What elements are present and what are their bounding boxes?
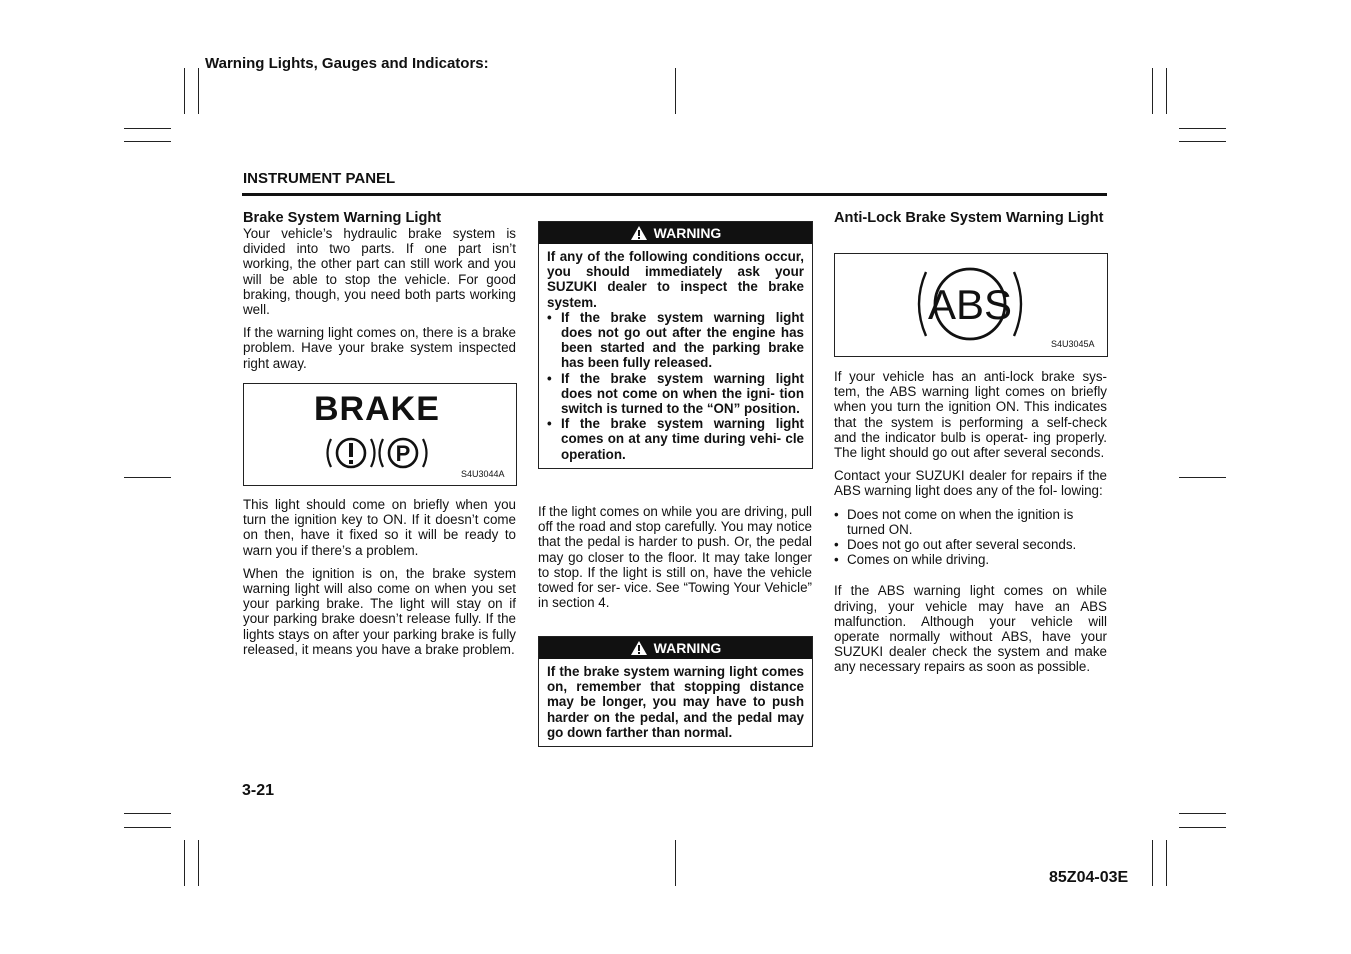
brake-exclamation-icon — [323, 434, 437, 472]
brake-label: BRAKE — [314, 390, 440, 428]
brake-figure-code: S4U3044A — [461, 469, 505, 479]
brake-heading: Brake System Warning Light — [243, 210, 442, 226]
left-column-bottom — [243, 497, 516, 665]
warning-box-2 — [538, 636, 813, 747]
warning-box-1 — [538, 221, 813, 469]
left-column-top — [243, 210, 516, 379]
abs-paragraph-1: If your vehicle has an anti-lock brake sys- tem, the ABS warning light comes on briefly when you turn the ignition ON. This indicates that the system is performing a self-check and the indicator bulb is operat- ing properly. The light should go out after several seconds. — [834, 369, 1107, 461]
abs-label: ABS — [927, 281, 1013, 328]
driving-paragraph: If the light comes on while you are driving, pull off the road and stop carefully. You may notice that the pedal is harder to push. Or, the pedal may go closer to the floor. It may take longer to stop. If the light is still on, have the vehicle towed for ser- vice. See “Towing Your Vehicle” in section 4. — [538, 504, 812, 611]
right-column-text — [834, 369, 1107, 683]
abs-bullet-item: • Comes on while driving. — [834, 552, 1107, 567]
right-column-heading — [834, 210, 1107, 226]
warning-intro: If any of the following conditions occur, you should immediately ask your SUZUKI dealer to inspect the brake system. — [547, 249, 804, 310]
warning-body-1 — [539, 244, 812, 468]
abs-figure-code: S4U3045A — [1051, 339, 1095, 349]
abs-bullet-item: • Does not go out after several seconds. — [834, 537, 1107, 552]
warning-body-2 — [539, 659, 812, 746]
brake-paragraph-1: Your vehicle’s hydraulic brake system is divided into two parts. If one part isn’t working, the other part can still work and you will be able to stop the vehicle. For good braking, though, you need both parts working well. — [243, 226, 516, 318]
page-number: 3-21 — [242, 782, 275, 799]
warning-text-2: If the brake system warning light comes on, remember that stopping distance may be longer, you may have to push harder on the pedal, and the pedal may go down farther than normal. — [547, 664, 804, 740]
abs-paragraph-2: Contact your SUZUKI dealer for repairs if the ABS warning light does any of the fol- lowing: — [834, 468, 1107, 499]
warning-item: • If the brake system warning light does not come on when the igni- tion switch is turned to the “ON” position. — [547, 371, 804, 417]
abs-bullet-item: • Does not come on when the ignition is turned ON. — [834, 507, 1107, 537]
warning-item: • If the brake system warning light does not go out after the engine has been started and the parking brake has been fully released. — [547, 310, 804, 371]
chapter-title: Warning Lights, Gauges and Indicators: — [205, 55, 489, 72]
abs-paragraph-3: If the ABS warning light comes on while driving, your vehicle may have an ABS malfunction. Although your vehicle will operate normally without ABS, have your SUZUKI dealer check the system and make any necessary repairs as soon as possible. — [834, 583, 1107, 675]
warning-header-1 — [539, 222, 812, 244]
section-title: INSTRUMENT PANEL — [243, 170, 396, 187]
warning-header-2 — [539, 637, 812, 659]
brake-figure — [243, 383, 517, 486]
warning-triangle-icon — [630, 640, 648, 656]
abs-figure — [834, 253, 1108, 357]
warning-title-2: WARNING — [653, 640, 722, 656]
section-rule — [242, 193, 1107, 196]
brake-paragraph-4: When the ignition is on, the brake system warning light will also come on when you set your parking brake. The light will stay on if your parking brake doesn’t release fully. If the lights stays on after your parking brake is fully released, it means you have a brake problem. — [243, 565, 516, 657]
document-code: 85Z04-03E — [1049, 869, 1129, 886]
brake-paragraph-2: If the warning light comes on, there is a brake problem. Have your brake system inspected right away. — [243, 325, 516, 371]
abs-warning-icon — [912, 266, 1028, 342]
warning-list — [547, 310, 804, 462]
abs-bullet-list — [834, 507, 1107, 568]
warning-triangle-icon — [630, 225, 648, 241]
warning-item: • If the brake system warning light comes on at any time during vehi- cle operation. — [547, 416, 804, 462]
middle-column-text — [538, 504, 812, 618]
warning-title-1: WARNING — [653, 225, 722, 241]
svg-text:P: P — [395, 441, 411, 466]
brake-paragraph-3: This light should come on briefly when you turn the ignition key to ON. If it doesn’t come on then, have it fixed so it will be ready to warn you if there’s a problem. — [243, 497, 516, 558]
abs-heading: Anti-Lock Brake System Warning Light — [834, 210, 1104, 226]
